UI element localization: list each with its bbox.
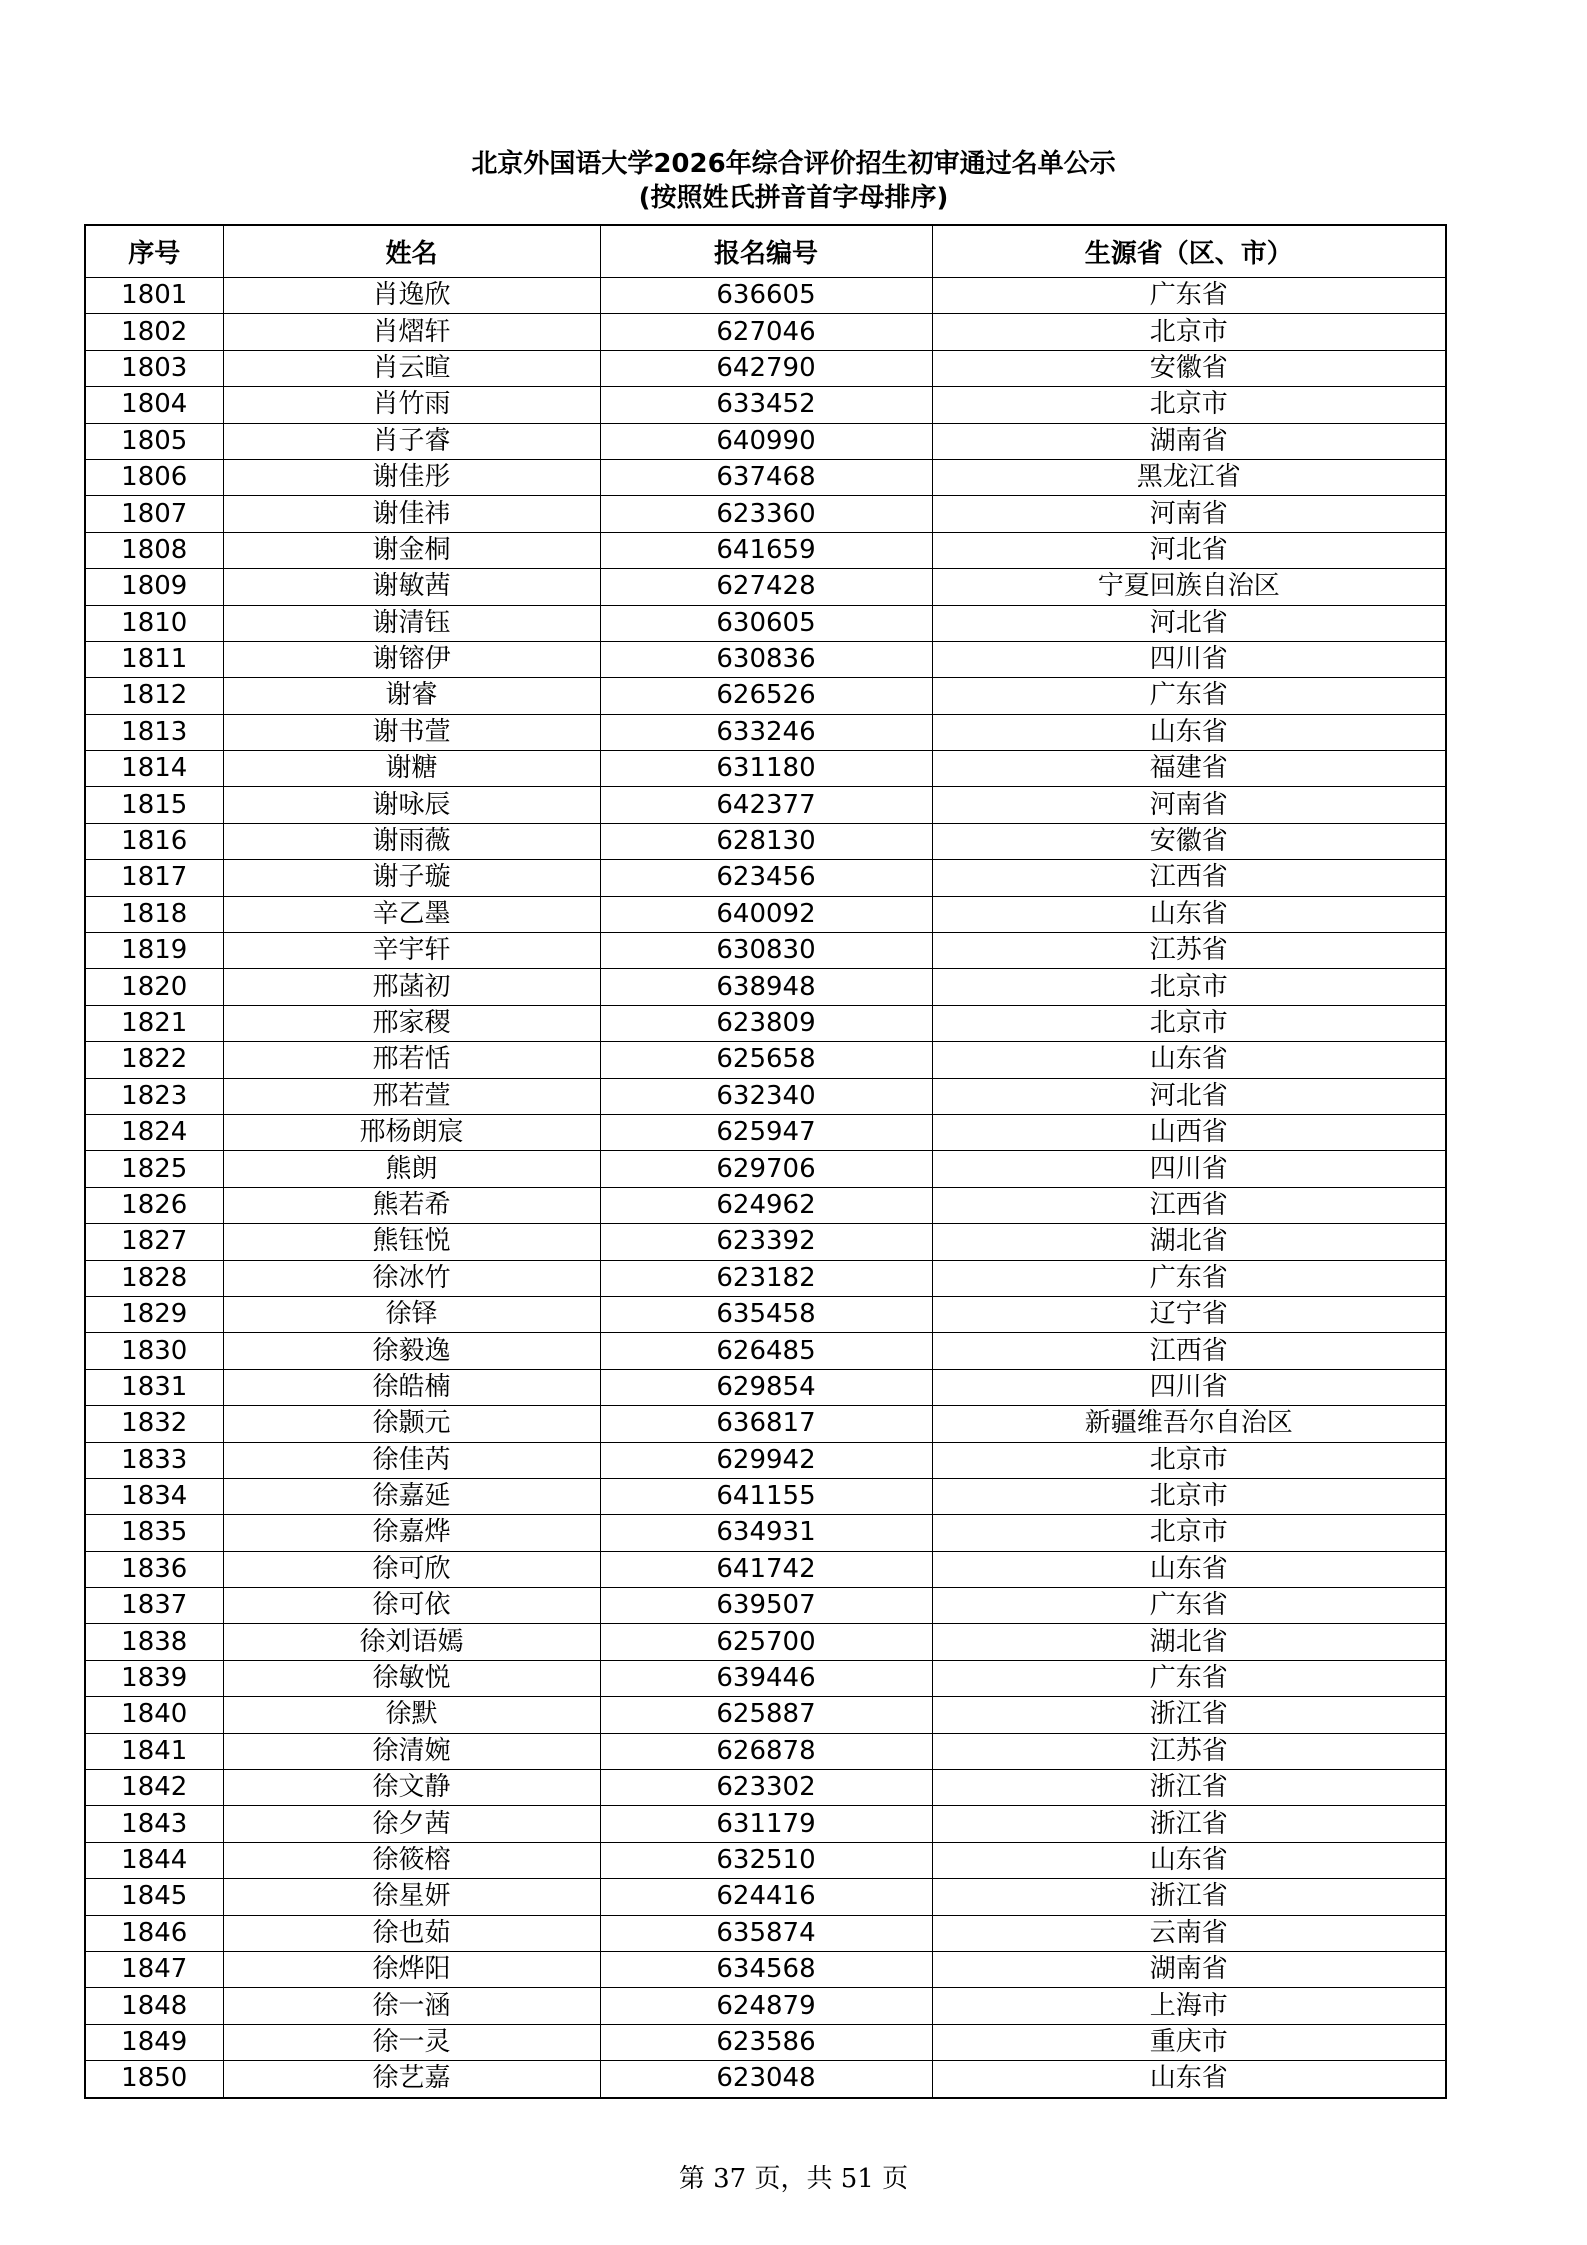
cell-name: 徐皓楠	[223, 1369, 600, 1405]
table-row	[85, 1260, 1446, 1296]
cell-registration-number: 632510	[600, 1842, 932, 1878]
cell-province: 北京市	[932, 1442, 1446, 1478]
cell-name: 徐艺嘉	[223, 2061, 600, 2098]
cell-province: 北京市	[932, 1515, 1446, 1551]
table-row	[85, 1478, 1446, 1514]
table-row	[85, 569, 1446, 605]
cell-name: 徐冰竹	[223, 1260, 600, 1296]
cell-province: 山东省	[932, 2061, 1446, 2098]
cell-index: 1809	[85, 569, 223, 605]
admission-table	[84, 224, 1447, 2099]
cell-name: 谢咏辰	[223, 787, 600, 823]
cell-index: 1850	[85, 2061, 223, 2098]
cell-index: 1832	[85, 1406, 223, 1442]
cell-index: 1808	[85, 532, 223, 568]
cell-index: 1843	[85, 1806, 223, 1842]
cell-name: 徐一灵	[223, 2024, 600, 2060]
cell-index: 1803	[85, 350, 223, 386]
cell-name: 徐烨阳	[223, 1951, 600, 1987]
cell-registration-number: 635458	[600, 1296, 932, 1332]
cell-name: 徐嘉烨	[223, 1515, 600, 1551]
cell-name: 邢菡初	[223, 969, 600, 1005]
cell-province: 山东省	[932, 1551, 1446, 1587]
table-row	[85, 1005, 1446, 1041]
cell-province: 上海市	[932, 1988, 1446, 2024]
cell-index: 1841	[85, 1733, 223, 1769]
table-row	[85, 1114, 1446, 1150]
table-row	[85, 714, 1446, 750]
table-row	[85, 896, 1446, 932]
cell-name: 徐佳芮	[223, 1442, 600, 1478]
cell-index: 1823	[85, 1078, 223, 1114]
cell-registration-number: 623048	[600, 2061, 932, 2098]
cell-index: 1826	[85, 1187, 223, 1223]
cell-name: 徐刘语嫣	[223, 1624, 600, 1660]
cell-province: 四川省	[932, 1369, 1446, 1405]
table-row	[85, 1187, 1446, 1223]
cell-province: 黑龙江省	[932, 459, 1446, 495]
cell-registration-number: 625947	[600, 1114, 932, 1150]
cell-index: 1813	[85, 714, 223, 750]
cell-name: 徐嘉延	[223, 1478, 600, 1514]
cell-name: 谢书萱	[223, 714, 600, 750]
cell-index: 1833	[85, 1442, 223, 1478]
header-index: 序号	[85, 225, 223, 278]
cell-name: 徐一涵	[223, 1988, 600, 2024]
cell-name: 谢佳彤	[223, 459, 600, 495]
table-row	[85, 1442, 1446, 1478]
table-header	[85, 225, 1446, 278]
cell-name: 辛宇轩	[223, 933, 600, 969]
cell-index: 1838	[85, 1624, 223, 1660]
cell-province: 江西省	[932, 1333, 1446, 1369]
table-row	[85, 1333, 1446, 1369]
cell-index: 1835	[85, 1515, 223, 1551]
cell-registration-number: 623302	[600, 1770, 932, 1806]
cell-registration-number: 623456	[600, 860, 932, 896]
cell-registration-number: 640092	[600, 896, 932, 932]
cell-registration-number: 628130	[600, 823, 932, 859]
table-row	[85, 1224, 1446, 1260]
cell-province: 浙江省	[932, 1770, 1446, 1806]
cell-name: 徐清婉	[223, 1733, 600, 1769]
cell-name: 徐敏悦	[223, 1660, 600, 1696]
cell-registration-number: 641155	[600, 1478, 932, 1514]
cell-index: 1821	[85, 1005, 223, 1041]
cell-province: 新疆维吾尔自治区	[932, 1406, 1446, 1442]
cell-registration-number: 632340	[600, 1078, 932, 1114]
cell-province: 湖南省	[932, 423, 1446, 459]
cell-registration-number: 639446	[600, 1660, 932, 1696]
cell-province: 安徽省	[932, 350, 1446, 386]
cell-province: 宁夏回族自治区	[932, 569, 1446, 605]
cell-province: 江苏省	[932, 1733, 1446, 1769]
cell-province: 广东省	[932, 1260, 1446, 1296]
cell-name: 熊朗	[223, 1151, 600, 1187]
cell-index: 1824	[85, 1114, 223, 1150]
cell-registration-number: 627428	[600, 569, 932, 605]
cell-name: 邢若恬	[223, 1042, 600, 1078]
cell-registration-number: 638948	[600, 969, 932, 1005]
cell-registration-number: 640990	[600, 423, 932, 459]
cell-name: 徐文静	[223, 1770, 600, 1806]
cell-registration-number: 639507	[600, 1588, 932, 1624]
cell-index: 1831	[85, 1369, 223, 1405]
table-row	[85, 1879, 1446, 1915]
cell-name: 徐可依	[223, 1588, 600, 1624]
table-row	[85, 2024, 1446, 2060]
table-row	[85, 1078, 1446, 1114]
table-row	[85, 751, 1446, 787]
cell-name: 熊钰悦	[223, 1224, 600, 1260]
cell-registration-number: 623586	[600, 2024, 932, 2060]
cell-province: 湖北省	[932, 1224, 1446, 1260]
table-row	[85, 1624, 1446, 1660]
cell-name: 徐铎	[223, 1296, 600, 1332]
cell-registration-number: 627046	[600, 314, 932, 350]
table-row	[85, 641, 1446, 677]
cell-province: 江西省	[932, 860, 1446, 896]
table-row	[85, 1842, 1446, 1878]
cell-province: 重庆市	[932, 2024, 1446, 2060]
cell-registration-number: 625658	[600, 1042, 932, 1078]
cell-registration-number: 625887	[600, 1697, 932, 1733]
table-row	[85, 1588, 1446, 1624]
cell-registration-number: 629942	[600, 1442, 932, 1478]
cell-index: 1825	[85, 1151, 223, 1187]
document-subtitle: (按照姓氏拼音首字母排序)	[638, 183, 949, 213]
table-row	[85, 1806, 1446, 1842]
cell-registration-number: 623182	[600, 1260, 932, 1296]
cell-index: 1802	[85, 314, 223, 350]
cell-province: 湖南省	[932, 1951, 1446, 1987]
cell-registration-number: 633246	[600, 714, 932, 750]
cell-index: 1815	[85, 787, 223, 823]
cell-index: 1849	[85, 2024, 223, 2060]
cell-registration-number: 625700	[600, 1624, 932, 1660]
cell-province: 山西省	[932, 1114, 1446, 1150]
cell-province: 福建省	[932, 751, 1446, 787]
cell-registration-number: 635874	[600, 1915, 932, 1951]
cell-province: 辽宁省	[932, 1296, 1446, 1332]
cell-index: 1839	[85, 1660, 223, 1696]
cell-registration-number: 626878	[600, 1733, 932, 1769]
cell-registration-number: 633452	[600, 387, 932, 423]
cell-province: 北京市	[932, 1478, 1446, 1514]
cell-name: 谢睿	[223, 678, 600, 714]
cell-index: 1804	[85, 387, 223, 423]
cell-name: 肖竹雨	[223, 387, 600, 423]
cell-province: 浙江省	[932, 1879, 1446, 1915]
table-row	[85, 2061, 1446, 2098]
cell-name: 谢糖	[223, 751, 600, 787]
cell-registration-number: 630830	[600, 933, 932, 969]
cell-index: 1801	[85, 278, 223, 314]
table-row	[85, 1697, 1446, 1733]
cell-index: 1848	[85, 1988, 223, 2024]
cell-name: 谢雨薇	[223, 823, 600, 859]
cell-name: 肖云暄	[223, 350, 600, 386]
cell-province: 安徽省	[932, 823, 1446, 859]
cell-province: 湖北省	[932, 1624, 1446, 1660]
table-row	[85, 387, 1446, 423]
cell-name: 熊若希	[223, 1187, 600, 1223]
cell-registration-number: 624962	[600, 1187, 932, 1223]
cell-index: 1828	[85, 1260, 223, 1296]
cell-province: 河北省	[932, 532, 1446, 568]
cell-name: 辛乙墨	[223, 896, 600, 932]
cell-province: 北京市	[932, 314, 1446, 350]
cell-index: 1806	[85, 459, 223, 495]
cell-name: 徐毅逸	[223, 1333, 600, 1369]
cell-province: 北京市	[932, 1005, 1446, 1041]
table-row	[85, 459, 1446, 495]
cell-index: 1837	[85, 1588, 223, 1624]
header-registration-number: 报名编号	[600, 225, 932, 278]
cell-index: 1811	[85, 641, 223, 677]
cell-index: 1812	[85, 678, 223, 714]
cell-registration-number: 642790	[600, 350, 932, 386]
header-name: 姓名	[223, 225, 600, 278]
cell-province: 山东省	[932, 896, 1446, 932]
table-row	[85, 787, 1446, 823]
cell-name: 徐默	[223, 1697, 600, 1733]
cell-index: 1805	[85, 423, 223, 459]
table-row	[85, 496, 1446, 532]
table-row	[85, 1151, 1446, 1187]
cell-province: 广东省	[932, 278, 1446, 314]
cell-name: 谢清钰	[223, 605, 600, 641]
table-row	[85, 278, 1446, 314]
cell-province: 广东省	[932, 1588, 1446, 1624]
cell-name: 徐颢元	[223, 1406, 600, 1442]
table-row	[85, 1988, 1446, 2024]
cell-registration-number: 623809	[600, 1005, 932, 1041]
cell-name: 邢杨朗宸	[223, 1114, 600, 1150]
cell-province: 河南省	[932, 787, 1446, 823]
cell-index: 1846	[85, 1915, 223, 1951]
cell-province: 浙江省	[932, 1697, 1446, 1733]
cell-name: 谢子璇	[223, 860, 600, 896]
cell-name: 徐可欣	[223, 1551, 600, 1587]
page-number: 第 37 页，共 51 页	[678, 2164, 909, 2194]
cell-name: 邢若萱	[223, 1078, 600, 1114]
cell-registration-number: 624879	[600, 1988, 932, 2024]
cell-name: 肖子睿	[223, 423, 600, 459]
cell-registration-number: 626485	[600, 1333, 932, 1369]
table-body	[85, 278, 1446, 2098]
table-row	[85, 605, 1446, 641]
cell-index: 1807	[85, 496, 223, 532]
table-row	[85, 1515, 1446, 1551]
cell-province: 北京市	[932, 387, 1446, 423]
cell-province: 河南省	[932, 496, 1446, 532]
cell-province: 江苏省	[932, 933, 1446, 969]
cell-province: 山东省	[932, 1842, 1446, 1878]
cell-province: 云南省	[932, 1915, 1446, 1951]
cell-province: 四川省	[932, 1151, 1446, 1187]
cell-registration-number: 636605	[600, 278, 932, 314]
cell-registration-number: 626526	[600, 678, 932, 714]
cell-name: 肖逸欣	[223, 278, 600, 314]
table-row	[85, 350, 1446, 386]
cell-name: 邢家稷	[223, 1005, 600, 1041]
cell-registration-number: 641742	[600, 1551, 932, 1587]
cell-registration-number: 636817	[600, 1406, 932, 1442]
cell-name: 徐筱榕	[223, 1842, 600, 1878]
table-row	[85, 1660, 1446, 1696]
cell-index: 1814	[85, 751, 223, 787]
table-row	[85, 860, 1446, 896]
table-row	[85, 532, 1446, 568]
cell-registration-number: 630605	[600, 605, 932, 641]
table-row	[85, 1551, 1446, 1587]
cell-province: 山东省	[932, 714, 1446, 750]
cell-province: 河北省	[932, 605, 1446, 641]
cell-index: 1830	[85, 1333, 223, 1369]
cell-index: 1817	[85, 860, 223, 896]
cell-province: 四川省	[932, 641, 1446, 677]
table-row	[85, 933, 1446, 969]
table-row	[85, 423, 1446, 459]
cell-registration-number: 631180	[600, 751, 932, 787]
cell-province: 广东省	[932, 1660, 1446, 1696]
cell-registration-number: 642377	[600, 787, 932, 823]
cell-registration-number: 634931	[600, 1515, 932, 1551]
cell-index: 1844	[85, 1842, 223, 1878]
cell-index: 1834	[85, 1478, 223, 1514]
cell-index: 1827	[85, 1224, 223, 1260]
cell-province: 江西省	[932, 1187, 1446, 1223]
cell-name: 肖熠轩	[223, 314, 600, 350]
table-row	[85, 1296, 1446, 1332]
cell-province: 河北省	[932, 1078, 1446, 1114]
cell-registration-number: 631179	[600, 1806, 932, 1842]
cell-name: 徐也茹	[223, 1915, 600, 1951]
cell-index: 1829	[85, 1296, 223, 1332]
table-row	[85, 314, 1446, 350]
cell-name: 谢敏茜	[223, 569, 600, 605]
table-row	[85, 823, 1446, 859]
cell-registration-number: 624416	[600, 1879, 932, 1915]
table-row	[85, 1369, 1446, 1405]
cell-index: 1818	[85, 896, 223, 932]
cell-index: 1816	[85, 823, 223, 859]
cell-index: 1820	[85, 969, 223, 1005]
table-row	[85, 1733, 1446, 1769]
table-row	[85, 1951, 1446, 1987]
document-title: 北京外国语大学2026年综合评价招生初审通过名单公示	[471, 149, 1116, 179]
table-row	[85, 678, 1446, 714]
table-row	[85, 1915, 1446, 1951]
cell-index: 1810	[85, 605, 223, 641]
cell-registration-number: 623360	[600, 496, 932, 532]
cell-index: 1842	[85, 1770, 223, 1806]
cell-index: 1819	[85, 933, 223, 969]
cell-name: 谢镕伊	[223, 641, 600, 677]
table-row	[85, 1770, 1446, 1806]
cell-province: 浙江省	[932, 1806, 1446, 1842]
table-row	[85, 1406, 1446, 1442]
cell-index: 1847	[85, 1951, 223, 1987]
cell-registration-number: 641659	[600, 532, 932, 568]
cell-registration-number: 629854	[600, 1369, 932, 1405]
cell-registration-number: 637468	[600, 459, 932, 495]
cell-province: 北京市	[932, 969, 1446, 1005]
cell-index: 1845	[85, 1879, 223, 1915]
cell-registration-number: 629706	[600, 1151, 932, 1187]
cell-registration-number: 634568	[600, 1951, 932, 1987]
cell-name: 谢金桐	[223, 532, 600, 568]
header-province: 生源省（区、市）	[932, 225, 1446, 278]
cell-index: 1840	[85, 1697, 223, 1733]
cell-index: 1822	[85, 1042, 223, 1078]
cell-registration-number: 630836	[600, 641, 932, 677]
cell-name: 徐夕茜	[223, 1806, 600, 1842]
cell-registration-number: 623392	[600, 1224, 932, 1260]
table-row	[85, 969, 1446, 1005]
cell-name: 谢佳祎	[223, 496, 600, 532]
cell-name: 徐星妍	[223, 1879, 600, 1915]
cell-index: 1836	[85, 1551, 223, 1587]
table-row	[85, 1042, 1446, 1078]
cell-province: 广东省	[932, 678, 1446, 714]
header-row	[85, 225, 1446, 278]
cell-province: 山东省	[932, 1042, 1446, 1078]
